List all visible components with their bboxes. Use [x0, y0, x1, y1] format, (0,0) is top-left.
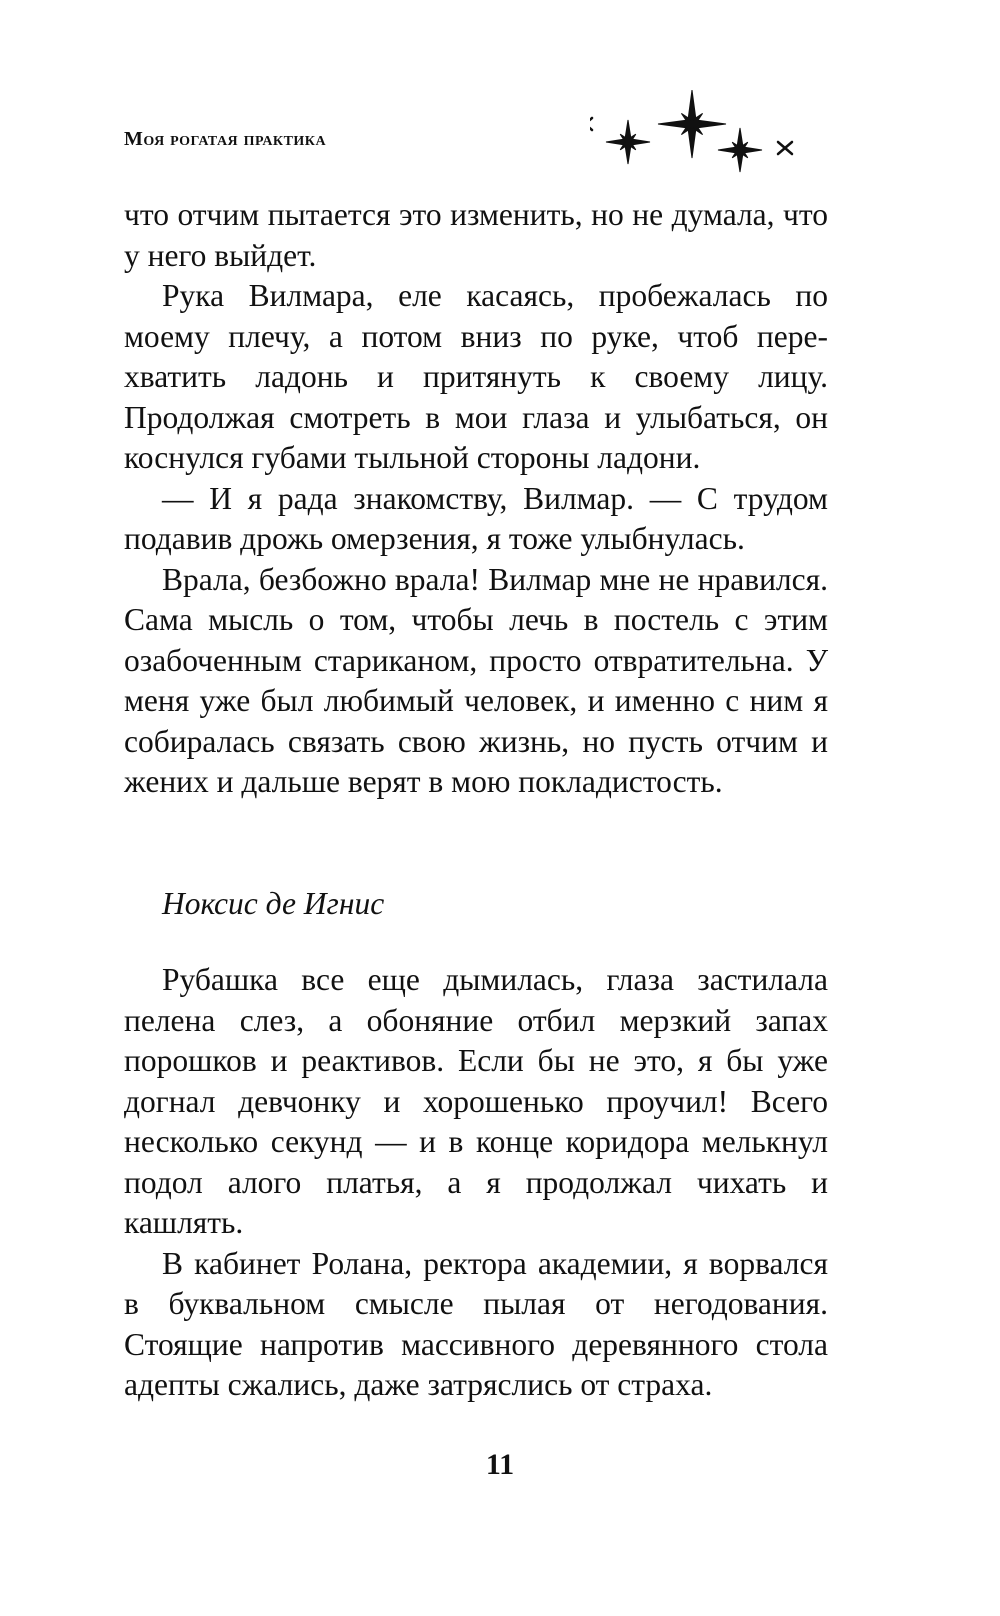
body-text-block-1 — [124, 195, 828, 803]
small-star-icon — [590, 118, 592, 130]
body-text-block-2 — [124, 960, 828, 1406]
paragraph: Рубашка все еще дымилась, глаза застилала пелена слез, а обоняние отбил мерзкий запах порошков и реактивов. Если бы не это, я бы уже догнал девчонку и хорошенько проучил! Всего несколько секунд — и в конце коридора мелькнул подол алого платья, а я продолжал чихать и кашлять. — [124, 962, 828, 1240]
paragraph: Врала, безбожно врала! Вилмар мне не нравился. Сама мысль о том, чтобы лечь в постель с этим озабоченным стариканом, просто отвратительна. У меня уже был любимый человек, и именно с ним я собиралась связать свою жизнь, но пусть отчим и жених и дальше верят в мою покладистость. — [124, 561, 828, 799]
page-number: 11 — [485, 1448, 515, 1481]
paragraph: — И я рада знакомству, Вилмар. — С трудом подавив дрожь омерзения, я тоже улыбнулась. — [124, 480, 828, 556]
stars-ornament-icon — [590, 90, 830, 180]
large-star-icon — [658, 90, 726, 158]
running-head-title: Моя рогатая практика — [124, 128, 327, 150]
medium-star-icon — [606, 120, 650, 164]
medium-star-icon — [718, 128, 762, 172]
paragraph: Рука Вилмара, еле касаясь, пробежалась по моему плечу, а потом вниз по руке, чтоб перехватить ладонь и притянуть к своему лицу. Продолжая смотреть в мои глаза и улыбаться, он коснулся губами тыльной стороны ладони. — [124, 278, 828, 475]
section-title: Ноксис де Игнис — [162, 886, 385, 921]
paragraph: В кабинет Ролана, ректора академии, я ворвался в буквальном смысле пылая от негодования. Стоящие напротив массивного деревянного стола адепты сжались, даже затряслись от страха. — [124, 1245, 828, 1402]
paragraph: что отчим пытается это изменить, но не думала, что у него выйдет. — [124, 197, 828, 273]
small-star-icon — [778, 142, 792, 154]
